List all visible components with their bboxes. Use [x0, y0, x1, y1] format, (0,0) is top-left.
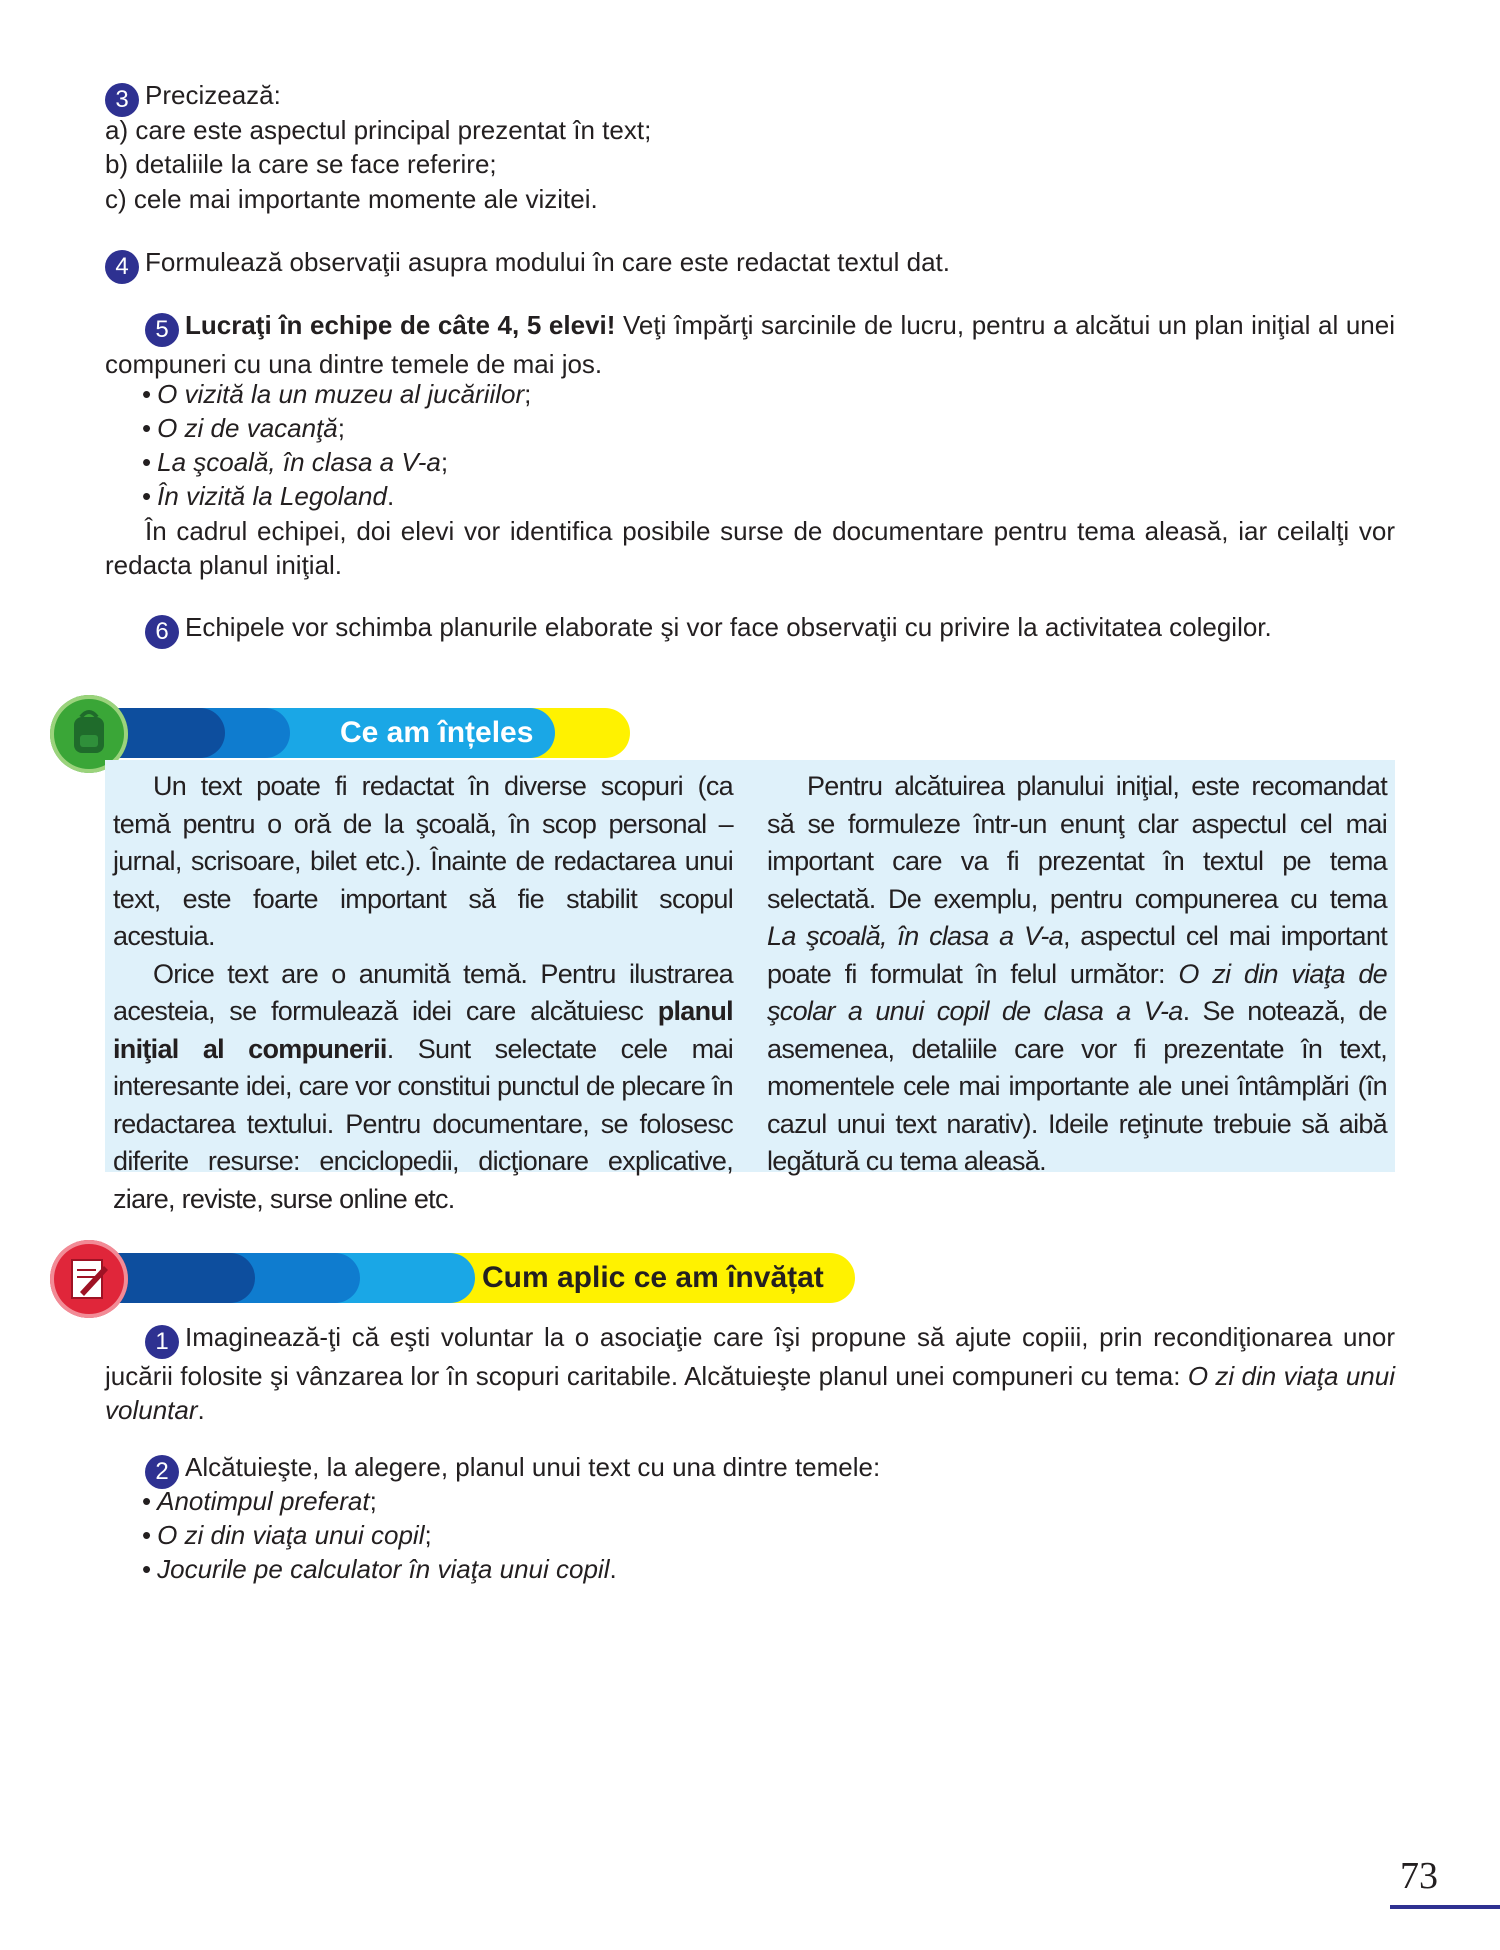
exercise-number-badge: 6	[145, 615, 179, 649]
exercise-6: 6 Echipele vor schimba planurile elaborate şi vor face observaţii cu privire la activitatea colegilor.	[145, 610, 1272, 649]
exercise-number-badge: 5	[145, 313, 179, 347]
section-banner-ce-am-inteles	[60, 708, 630, 758]
exercise-5-followup: În cadrul echipei, doi elevi vor identifica posibile surse de documentare pentru tema aleasă, iar ceilalţi vor redacta planul iniţial.	[105, 516, 1395, 580]
info-box	[105, 760, 1395, 1214]
exercise-number-badge: 3	[105, 83, 139, 117]
info-paragraph: Un text poate fi redactat în diverse scopuri (ca temă pentru o oră de la şcoală, în scop personal – jurnal, scrisoare, bilet etc.). Înainte de redactarea unui text, este foarte important să fie stabilit scopul acestuia.	[113, 771, 733, 951]
exercise-5-instructions: 5 Lucraţi în echipe de câte 4, 5 elevi! Veţi împărţi sarcinile de lucru, pentru a alcătui un plan iniţial al unei compuneri cu una dintre temele de mai jos.	[105, 310, 1396, 379]
apply-exercise-2: 2 Alcătuieşte, la alegere, planul unui text cu una dintre temele:	[145, 1450, 880, 1489]
exercise-number-badge: 2	[145, 1455, 179, 1489]
exercise-3-item-a: a) care este aspectul principal prezentat în text;	[105, 115, 652, 145]
info-paragraph: Pentru alcătuirea planului iniţial, este recomandat să se formuleze într-un enunţ clar aspectul cel mai important care va fi prezentat în textul pe tema selectată. De exemplu, pentru compunerea cu tema La şcoală, în clasa a V-a, aspectul cel mai important poate fi formulat în felul următor: O zi din viaţa de şcolar a unui copil de clasa a V-a. Se notează, de asemenea, detaliile care vor fi prezentate în text, momentele cele mai importante ale unei întâmplări (în cazul unui text narativ). Ideile reţinute trebuie să aibă legătură cu tema aleasă.	[767, 771, 1388, 1176]
section-title: Cum aplic ce am învățat	[482, 1261, 824, 1294]
exercise-number-badge: 1	[145, 1325, 179, 1359]
pencil-paper-icon	[50, 1240, 128, 1318]
page-number-rule	[1390, 1905, 1500, 1909]
exercise-5-theme: • O vizită la un muzeu al jucăriilor;	[142, 377, 531, 411]
exercise-5-theme: • În vizită la Legoland.	[142, 479, 394, 513]
exercise-5-theme: • La şcoală, în clasa a V-a;	[142, 445, 448, 479]
apply-exercise-2-theme: • Anotimpul preferat;	[142, 1484, 377, 1518]
section-banner-cum-aplic	[60, 1253, 855, 1303]
exercise-number-badge: 4	[105, 250, 139, 284]
exercise-5-theme: • O zi de vacanţă;	[142, 411, 345, 445]
exercise-3-item-c: c) cele mai importante momente ale vizitei.	[105, 184, 598, 214]
info-right-column	[767, 768, 1387, 1181]
apply-exercise-2-theme: • O zi din viaţa unui copil;	[142, 1518, 432, 1552]
page-number: 73	[1400, 1855, 1438, 1897]
info-paragraph: Orice text are o anumită temă. Pentru ilustrarea acesteia, se formulează idei care alcătuiesc planul iniţial al compunerii. Sunt selectate cele mai interesante idei, care vor constitui punctul de plecare în redactarea textului. Pentru documentare, se folosesc diferite resurse: enciclopedii, dicţionare explicative, ziare, reviste, surse online etc.	[113, 958, 733, 1214]
exercise-3-item-b: b) detaliile la care se face referire;	[105, 149, 497, 179]
exercise-3-heading: 3 Precizează:	[105, 78, 281, 117]
exercise-4: 4 Formulează observaţii asupra modului în care este redactat textul dat.	[105, 245, 950, 284]
section-title: Ce am înțeles	[340, 716, 534, 749]
apply-exercise-1: 1 Imaginează-ţi că eşti voluntar la o asociaţie care îşi propune să ajute copiii, prin recondiţionarea unor jucării folosite şi vânzarea lor în scopuri caritabile. Alcătuieşte planul unei compuneri cu tema: O zi din viaţa unui voluntar.	[105, 1322, 1395, 1425]
apply-exercise-2-theme: • Jocurile pe calculator în viaţa unui copil.	[142, 1552, 617, 1586]
info-left-column	[113, 768, 733, 1218]
